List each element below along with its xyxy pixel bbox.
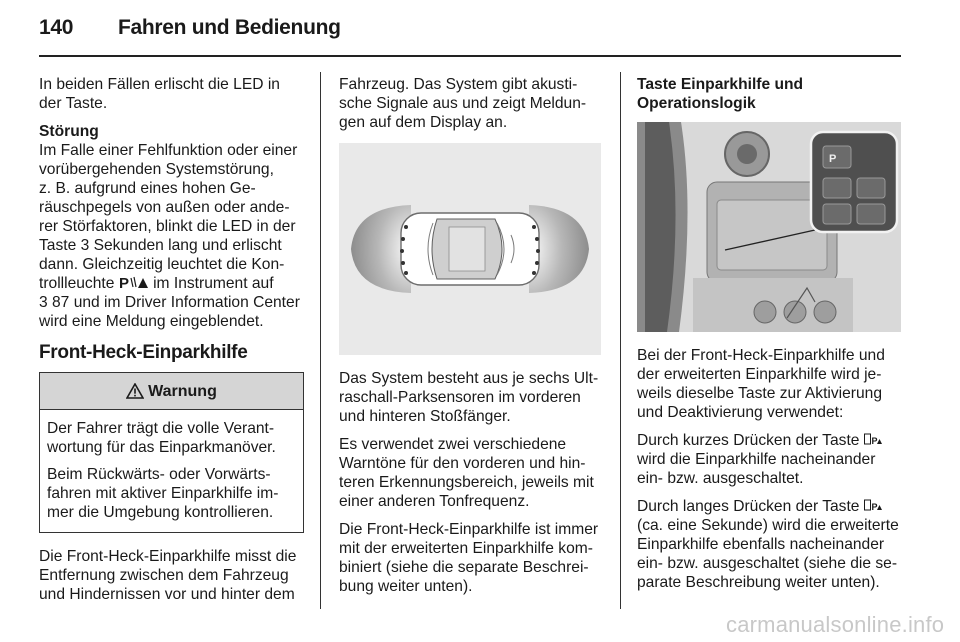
button-logic-heading: Taste Einparkhilfe und Operationslogik [637,76,804,112]
paragraph-measures: Die Front-Heck-Einparkhilfe misst die Entfernung zwischen dem Fahrzeug und Hindernissen vor und hinter dem [39,548,297,603]
dashboard-image [637,122,901,332]
warning-triangle-icon [126,383,144,399]
svg-text:P: P [118,275,129,290]
column-1 [39,75,309,613]
car-top-view-image [339,143,601,355]
column-3: Taste Einparkhilfe und Operationslogik P Bei der Front-Heck-Einparkhilfe und der erweiterten Einparkhilfe wird je- weils dieselbe Taste zur Aktivierung und Deaktivierung verwendet: Durch kurzes Drücken der Taste P wird die Einparkhilfe nacheinander ein- bzw. ausgeschaltet. Durch langes Drücken der Taste P (ca. eine Sekunde) wird die erweiterte Einparkhilfe ebenfalls nacheinander ein- bzw. ausgeschaltet (siehe die se- parate Beschreibung weiter unten). [637,75,903,601]
warning-title: Warnung [148,382,217,400]
column-divider-2 [620,72,621,609]
column-2: Fahrzeug. Das System gibt akusti- sche Signale aus und zeigt Meldun- gen auf dem Display an. Das System besteht aus je sechs Ult- raschall-Parksensoren im vorderen und hinteren Stoßfänger. Es verwendet zwei verschiedene Warntöne für den vorderen und hin- teren Erkennungsbereich, jeweils mit einer anderen Tonfrequenz. Die Front-Heck-Einparkhilfe ist immer mit der erweiterten Einparkhilfe kom- biniert (siehe die separate Beschrei- bung weiter unten). [339,75,609,605]
dashboard-button-illustration [637,122,901,332]
page-title: Fahren und Bedienung [118,16,341,39]
parking-assist-button-icon [864,433,882,447]
watermark: carmanualsonline.info [726,612,945,637]
page-reference-link[interactable]: 3 87 [39,294,70,311]
car-sensor-illustration [339,143,601,355]
column-divider-1 [320,72,321,609]
svg-text:P: P [871,502,878,512]
paragraph-stoerung: Störung Im Falle einer Fehlfunktion oder einer vorübergehenden Systemstörung, z. B. aufgrund eines hohen Ge- räuschpegels von außen oder ande- rer Störfaktoren, blinkt die LED in der Taste 3 Sekunden lang und erlischt dann. Gleichzeitig leuchtet die Kon- trollleuchte P im Instrument auf 3 87 und im Driver Information Center wird eine Meldung eingeblendet. [39,122,309,331]
stoerung-heading: Störung [39,123,99,140]
section-heading: Front-Heck-Einparkhilfe [39,342,248,363]
header-rule [39,55,901,57]
warning-box: Warnung Der Fahrer trägt die volle Verant- wortung für das Einparkmanöver. Beim Rückwärts- oder Vorwärts- fahren mit aktiver Einparkhilfe im- mer die Umgebung kontrollieren. [39,372,304,533]
svg-text:P: P [829,153,837,165]
svg-text:P: P [871,436,878,446]
paragraph-led-off: In beiden Fällen erlischt die LED in der Taste. [39,76,280,112]
parking-warning-icon [119,275,149,290]
page-number: 140 [39,16,74,39]
parking-assist-button-icon [864,499,882,513]
